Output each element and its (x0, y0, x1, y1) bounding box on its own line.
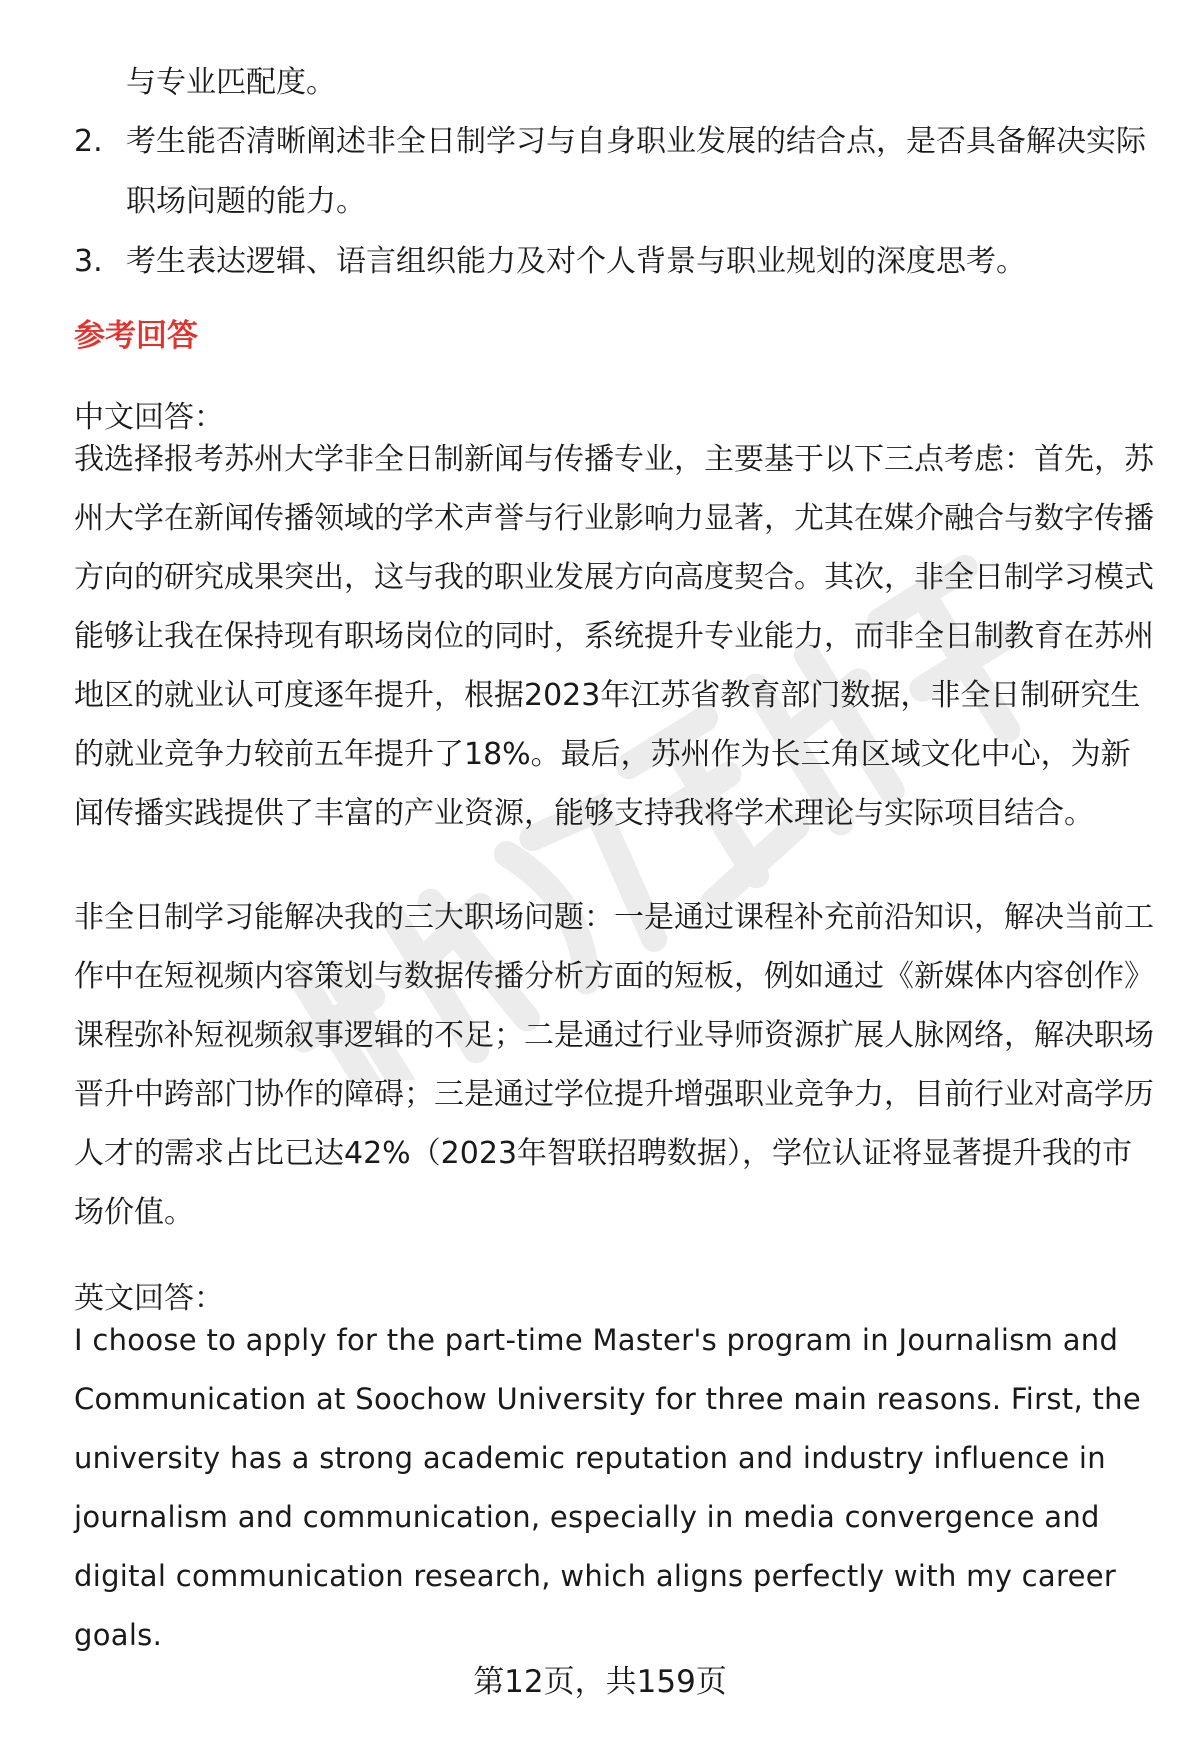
page-number-footer: 第12页，共159页 (473, 1664, 727, 1700)
list-item-text: 考生表达逻辑、语言组织能力及对个人背景与职业规划的深度思考。 (126, 244, 1026, 279)
list-item-text: 考生能否清晰阐述非全日制学习与自身职业发展的结合点，是否具备解决实际职场问题的能力。 (126, 124, 1146, 219)
english-answer-label: 英文回答： (74, 1281, 224, 1316)
chinese-answer-label: 中文回答： (74, 400, 224, 435)
list-item-number: 2. (74, 124, 103, 159)
chinese-answer-paragraph-1: 我选择报考苏州大学非全日制新闻与传播专业，主要基于以下三点考虑：首先，苏州大学在新闻传播领域的学术声誉与行业影响力显著，尤其在媒介融合与数字传播方向的研究成果突出，这与我的职业发展方向高度契合。其次，非全日制学习模式能够让我在保持现有职场岗位的同时，系统提升专业能力，而非全日制教育在苏州地区的就业认可度逐年提升，根据2023年江苏省教育部门数据，非全日制研究生的就业竞争力较前五年提升了18%。最后，苏州作为长三角区域文化中心，为新闻传播实践提供了丰富的产业资源，能够支持我将学术理论与实际项目结合。 (74, 442, 1154, 831)
section-title: 参考回答 (74, 318, 198, 354)
chinese-answer-paragraph-2: 非全日制学习能解决我的三大职场问题：一是通过课程补充前沿知识，解决当前工作中在短视频内容策划与数据传播分析方面的短板，例如通过《新媒体内容创作》课程弥补短视频叙事逻辑的不足；二是通过行业导师资源扩展人脉网络，解决职场晋升中跨部门协作的障碍；三是通过学位提升增强职业竞争力，目前行业对高学历人才的需求占比已达42%（2023年智联招聘数据），学位认证将显著提升我的市场价值。 (74, 900, 1154, 1230)
list-item (74, 112, 1154, 232)
list-item-continuation: 与专业匹配度。 (126, 65, 336, 100)
english-answer-paragraph: I choose to apply for the part-time Master's program in Journalism and Communication at Soochow University for three main reasons. First, the university has a strong academic reputation and industry influence in journalism and communication, especially in media convergence and digital communication research, which aligns perfectly with my career goals. (74, 1323, 1141, 1652)
list-item (74, 232, 1154, 292)
criteria-list (74, 54, 1154, 292)
list-item-number: 3. (74, 244, 103, 279)
